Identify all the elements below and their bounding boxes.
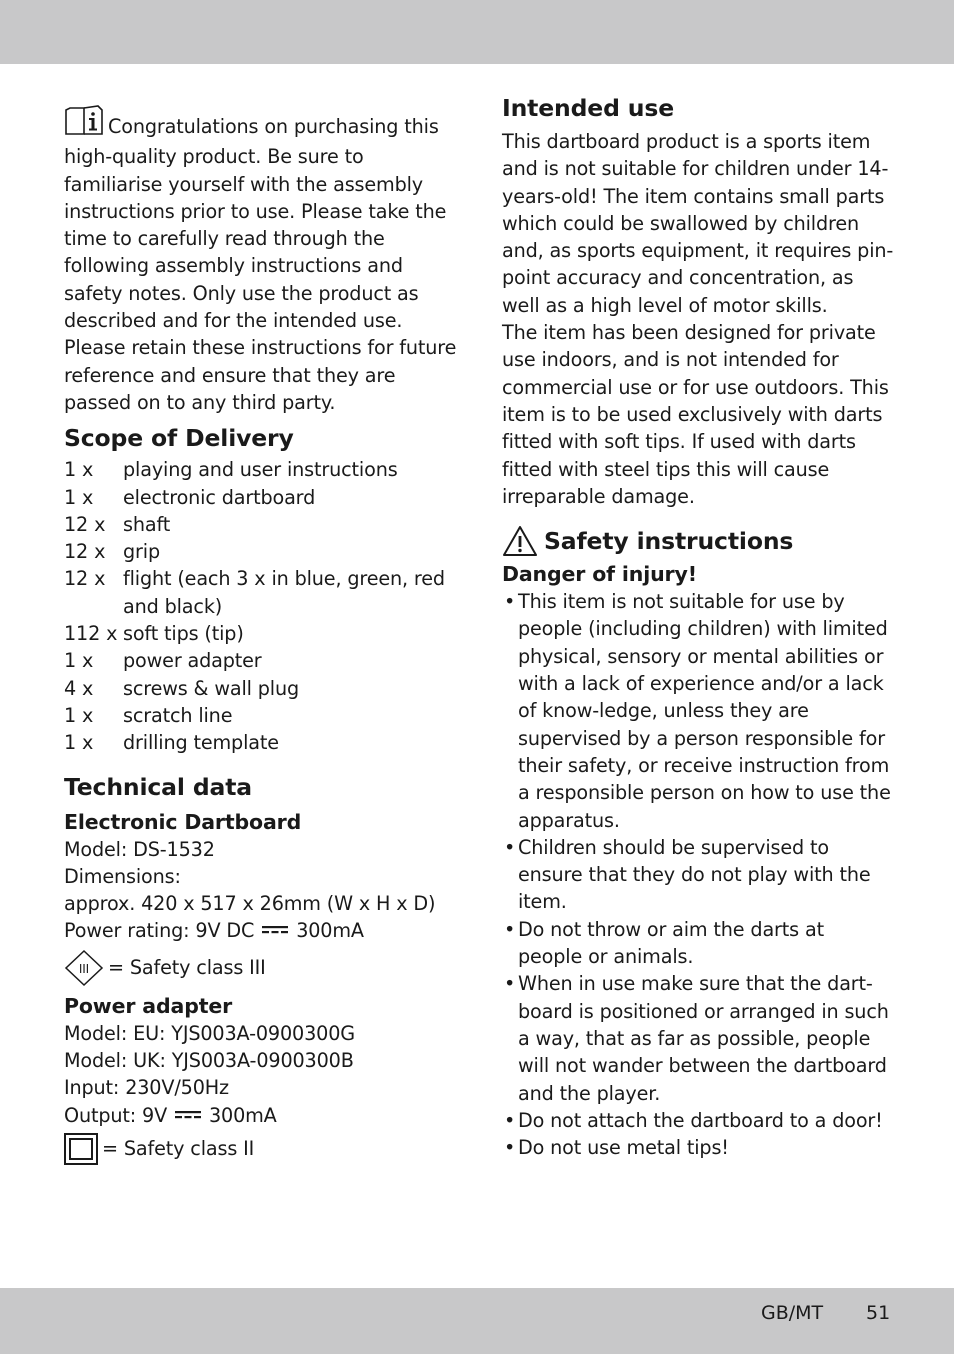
scope-text: playing and user instructions: [123, 458, 398, 482]
list-item: [64, 620, 459, 647]
bullet-icon: •: [504, 972, 516, 996]
scope-text: power adapter: [123, 649, 262, 673]
dimensions-value: approx. 420 x 517 x 26mm (W x H x D): [64, 892, 436, 916]
list-item: [64, 729, 459, 756]
scope-heading: Scope of Delivery: [64, 424, 294, 453]
scope-qty: 12 x: [64, 512, 106, 536]
bullet-text: When in use make sure that the dart-board is positioned or arranged in such a way, that as far as possible, people will not wander between the dartboard and the player.: [518, 972, 889, 1105]
adapter-model-uk: Model: UK: YJS003A-0900300B: [64, 1049, 354, 1073]
scope-qty: 4 x: [64, 676, 94, 700]
safety-class-3-row: [64, 949, 459, 987]
list-item: [64, 456, 459, 483]
safety-class-3-text: = Safety class III: [108, 956, 266, 980]
left-column: [64, 92, 459, 1165]
scope-text: soft tips (tip): [123, 622, 244, 646]
bullet-icon: •: [504, 1108, 516, 1132]
intro-paragraph: [64, 92, 459, 416]
scope-text: screws & wall plug: [123, 676, 300, 700]
manual-info-icon: [64, 104, 104, 143]
top-band: [0, 0, 954, 64]
bullet-icon: •: [504, 1136, 516, 1160]
intended-use-paragraph-2: The item has been designed for private use indoors, and is not intended for commercial use or for use outdoors. This item is to be used exclusively with darts fitted with soft tips. If used with darts fitted with steel tips this will cause irreparable damage.: [502, 321, 889, 508]
footer-region: GB/MT: [761, 1302, 824, 1324]
list-item: [502, 588, 894, 834]
adapter-heading: Power adapter: [64, 993, 233, 1018]
adapter-model-eu: Model: EU: YJS003A-0900300G: [64, 1021, 355, 1045]
list-item: [64, 484, 459, 511]
intended-use-heading: Intended use: [502, 94, 674, 122]
dartboard-model: Model: DS-1532: [64, 837, 215, 861]
scope-qty: 12 x: [64, 540, 106, 564]
list-item: [502, 1134, 894, 1161]
list-item: [502, 970, 894, 1106]
intended-use-paragraph-1: This dartboard product is a sports item and is not suitable for children under 14-years-old! The item contains small parts which could be swallowed by children and, as sports equipment, it requires pin-point accuracy and concentration, as well as a high level of motor skills.: [502, 130, 894, 317]
safety-class-ii-icon: [64, 1133, 98, 1165]
bullet-text: Children should be supervised to ensure that they do not play with the item.: [518, 835, 871, 914]
power-rating: [64, 917, 459, 944]
scope-text: electronic dartboard: [123, 485, 316, 509]
power-suffix: 300mA: [296, 919, 364, 943]
power-prefix: Power rating: 9V DC: [64, 919, 255, 943]
scope-qty: 1 x: [64, 731, 94, 755]
safety-heading: Safety instructions: [544, 527, 794, 556]
scope-qty: 1 x: [64, 703, 94, 727]
list-item: [64, 675, 459, 702]
list-item: [64, 647, 459, 674]
right-column: [502, 92, 894, 1161]
list-item: [502, 1107, 894, 1134]
dc-symbol-icon: [262, 926, 288, 934]
list-item: [502, 834, 894, 916]
intro-text: Congratulations on purchasing this high-quality product. Be sure to familiarise yourself with the assembly instructions prior to use. Please take the time to carefully read through the following assembly instructions and safety notes. Only use the product as described and for the intended use. Please retain these instructions for future reference and ensure that they are passed on to any third party.: [64, 115, 457, 414]
scope-qty: 1 x: [64, 485, 94, 509]
scope-text: drilling template: [123, 731, 279, 755]
scope-qty: 112 x: [64, 622, 118, 646]
scope-text: shaft: [123, 512, 171, 536]
output-prefix: Output: 9V: [64, 1103, 168, 1127]
safety-bullets: [502, 588, 894, 1161]
safety-class-2-row: [64, 1133, 459, 1165]
adapter-output: [64, 1102, 459, 1129]
warning-triangle-icon: [502, 525, 538, 557]
list-item: [64, 702, 459, 729]
list-item: [64, 511, 459, 538]
output-suffix: 300mA: [208, 1103, 277, 1127]
tech-heading: Technical data: [64, 772, 252, 801]
dc-symbol-icon: [175, 1111, 201, 1119]
bullet-icon: •: [504, 917, 516, 941]
scope-qty: 12 x: [64, 567, 106, 591]
scope-text: scratch line: [123, 703, 233, 727]
scope-text: grip: [123, 540, 160, 564]
safety-heading-row: [502, 525, 894, 557]
bullet-text: This item is not suitable for use by people (including children) with limited physical, sensory or mental abilities or with a lack of experience and/or a lack of know-ledge, unless they are supervised by a person responsible for their safety, or receive instruction from a responsible person on how to use the apparatus.: [518, 590, 891, 832]
scope-list: [64, 456, 459, 756]
bullet-icon: •: [504, 835, 516, 859]
list-item: [64, 538, 459, 565]
adapter-input: Input: 230V/50Hz: [64, 1076, 229, 1100]
bullet-text: Do not throw or aim the darts at people or animals.: [518, 917, 824, 969]
dimensions-label: Dimensions:: [64, 864, 181, 888]
scope-qty: 1 x: [64, 458, 94, 482]
list-item: [64, 565, 459, 620]
safety-class-2-text: = Safety class II: [102, 1137, 255, 1161]
dartboard-heading: Electronic Dartboard: [64, 809, 302, 834]
scope-qty: 1 x: [64, 649, 94, 673]
safety-class-iii-symbol: III: [78, 961, 90, 976]
bullet-text: Do not use metal tips!: [518, 1136, 729, 1160]
list-item: [502, 916, 894, 971]
danger-heading: Danger of injury!: [502, 562, 697, 587]
bullet-icon: •: [504, 590, 516, 614]
page-number: 51: [866, 1302, 891, 1324]
bullet-text: Do not attach the dartboard to a door!: [518, 1108, 883, 1132]
scope-text: flight (each 3 x in blue, green, red and black): [123, 567, 445, 618]
safety-class-iii-icon: [64, 949, 106, 987]
